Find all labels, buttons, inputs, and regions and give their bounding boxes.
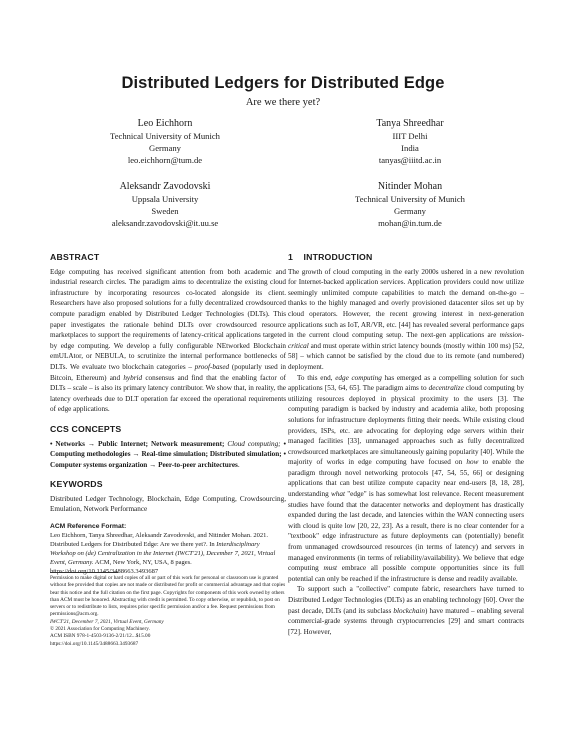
author-affiliation: Uppsala University (131, 194, 199, 204)
author-block-3 (50, 180, 280, 229)
paper-title: Distributed Ledgers for Distributed Edge (121, 74, 445, 92)
isbn-text: ACM ISBN 978-1-4503-9136-2/21/12...$15.00 (50, 633, 151, 640)
author-email[interactable]: leo.eichhorn@tum.de (127, 155, 203, 165)
acm-reference-text: Leo Eichhorn, Tanya Shreedhar, Aleksandr Zavodovski, and Nitinder Mohan. 2021. Distributed Ledgers for Distributed Edge: Are we there yet?. In Interdisciplinary Workshop on (de) Centralization in the Internet (IWCT'21), December 7, 2021, Virtual Event, Germany. ACM, New York, NY, USA, 8 pages. https://doi.org/10.1145/3488663.3493687 (50, 532, 276, 576)
intro-paragraph-3: To support such a "collective" compute fabric, researchers have turned to Distributed Ledger Technologies (DLTs) as an enabling technology [60]. Over the past decade, DLTs (and its subclass blockchain) have matured – enabling several commercial-grade systems through cryptocurrencies [29] and smart contracts [72]. However, (288, 585, 524, 636)
right-column (288, 252, 524, 637)
author-name: Nitinder Mohan (377, 181, 443, 192)
introduction-heading: 1 INTRODUCTION (288, 252, 373, 262)
author-block-2 (295, 117, 525, 166)
author-affiliation: Technical University of Munich (110, 131, 220, 141)
doi-link[interactable]: https://doi.org/10.1145/3488663.3493687 (50, 640, 139, 647)
keywords-text: Distributed Ledger Technology, Blockchain, Edge Computing, Crowdsourcing, Emulation, Network Performance (50, 494, 286, 514)
author-email[interactable]: aleksandr.zavodovski@it.uu.se (111, 218, 219, 228)
permission-text: Permission to make digital or hard copies of all or part of this work for personal or classroom use is granted without fee provided that copies are not made or distributed for profit or commercial advantage and that copies bear this notice and the full citation on the first page. Copyrights for components of this work owned by others than ACM must be honored. Abstracting with credit is permitted. To copy otherwise, or republish, to post on servers or to redistribute to lists, requires prior specific permission and/or a fee. Request permissions from permissions@acm.org. (50, 575, 286, 618)
copyright-footnote (50, 575, 286, 648)
ccs-text: • Networks → Public Internet; Network measurement; Cloud computing; • Computing methodologies → Real-time simulation; Distributed simulation; • Computer systems organization → Peer-to-peer architectures. (50, 439, 286, 469)
left-column (50, 252, 286, 576)
intro-paragraph-1: The growth of cloud computing in the early 2000s ushered in a new revolution for Internet-backed application services. Application providers could now utilize seemingly unlimited compute capabilities to match the demand on-the-go – thanks to the highly managed and overly provisioned datacenter silos set up by cloud operators. However, the recent growing interest in next-generation applications such as IoT, AR/VR, etc. [44] has revealed several performance gaps in the current cloud computing setup. The next-gen applications are mission-critical and must operate within strict latency bounds (mostly within 100 ms) [52, 58] – which cannot be satisfied by the cloud due to its remote (and numbered) deployment. (288, 267, 524, 371)
acm-reference-heading: ACM Reference Format: (50, 523, 127, 531)
author-affiliation: Technical University of Munich (355, 194, 465, 204)
author-country: Germany (394, 206, 426, 216)
author-email[interactable]: mohan@in.tum.de (378, 218, 442, 228)
paper-subtitle: Are we there yet? (245, 97, 321, 108)
author-country: India (401, 143, 419, 153)
author-name: Tanya Shreedhar (376, 118, 444, 129)
author-name: Aleksandr Zavodovski (119, 181, 211, 192)
author-country: Germany (149, 143, 181, 153)
venue-text: IWCT'21, December 7, 2021, Virtual Event, Germany (50, 618, 164, 625)
abstract-heading: ABSTRACT (50, 252, 100, 262)
author-affiliation: IIIT Delhi (392, 131, 428, 141)
intro-paragraph-2: To this end, edge computing has emerged as a compelling solution for such applications [53, 64, 65]. The paradigm aims to decentralize cloud computing by utilizing resources deployed in physical proximity to the users [3]. The computing paradigm is backed by industry and academia alike, both proposing solutions for infrastructure deployments fitting their needs. While existing cloud providers, ISPs, etc. are advocating for deploying edge servers within their managed facilities [33], unmanaged approaches such as fully decentralized crowdsourced marketplaces are simultaneously gaining popularity [40]. While the majority of works in edge computing have focused on how to enable the paradigm through novel networking protocols [47, 54, 55, 66] or designing applications that can best utilize compute capacity near end-users [8, 18, 28], understanding what "edge" is has somewhat lost relevance. Recent measurement studies have found that the datacenter networks and deployment has drastically expanded during the last decade, and latencies within the WAN connecting users with cloud is quite low [20, 22, 23]. As a result, there is no clear contender for a "textbook" edge infrastructure as future deployments can (potentially) benefit from unmanaged crowdsourced resources (in terms of latency) and servers in managed environments (in terms of reliability/availability). We believe that edge computing must embrace all possible compute opportunities since its full potential can only be reached if the infrastructure is dense and readily available. (288, 373, 525, 583)
author-block-1 (50, 117, 280, 166)
copyright-text: © 2021 Association for Computing Machinery. (50, 626, 150, 633)
author-country: Sweden (151, 206, 179, 216)
author-block-4 (295, 180, 525, 229)
abstract-text: Edge computing has received significant attention from both academic and industrial research circles. The paradigm aims to decentralize the existing cloud infrastructure by incorporating resources co-located alongside its client. Researchers have also proposed solutions for a fully decentralized crowdsourced compute paradigm enabled by Distributed Ledger Technologies (DLTs). This paper investigates the rationale behind DLTs over crowdsourced resource marketplaces to support the requirements of latency-critical applications targeted by edge computing. We develop a fully configurable NEtworked Blockchain emULAtor, or NEBULA, to scrutinize the internal performance bottlenecks of DLTs. We evaluate two blockchain categories – proof-based (popularly used in Bitcoin, Ethereum) and hybrid consensus and find that the enabling factor of DLTs – scale – is also its primary latency contributor. We show that, in reality, the latency overheads due to DLT operation far exceed the operational requirements of edge applications. (50, 267, 286, 414)
author-email[interactable]: tanyas@iiitd.ac.in (378, 155, 442, 165)
keywords-heading: KEYWORDS (50, 479, 103, 490)
ccs-heading: CCS CONCEPTS (50, 423, 122, 434)
author-name: Leo Eichhorn (137, 118, 193, 129)
footnote-divider (50, 572, 118, 573)
